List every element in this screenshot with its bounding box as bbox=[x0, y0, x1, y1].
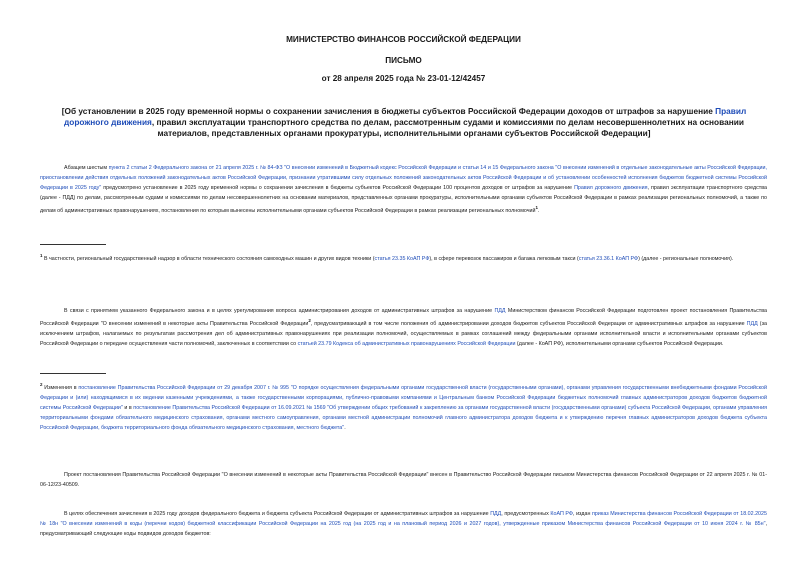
p2-text: (за исключением штрафов, налагаемых по результатам рассмотрения дел об административных правонарушениях при реализации полномочий, осуществляемых в рамках соглашений между федеральными органами исполнительной власти и исполнительными органами субъектов Российской Федерации о передаче осуществления части полномочий, заключенных в соответствии со bbox=[40, 320, 768, 347]
fn1-link-23-36-1[interactable]: статья 23.36.1 КоАП РФ bbox=[578, 255, 639, 262]
fn1-link-23-35[interactable]: статья 23.35 КоАП РФ bbox=[374, 255, 430, 262]
footnote-divider bbox=[40, 244, 106, 245]
subject-text-2: , правил эксплуатации транспортного средства по делам, рассмотренным судами и комиссиями по делам несовершеннолетних на основании материалов, представленных органами прокуратуры, исполнительными органами субъектов Российской Федерации] bbox=[151, 117, 744, 138]
footnote-marker-2: 2 bbox=[40, 382, 43, 387]
p1-text: Абзацем шестым bbox=[64, 165, 109, 171]
p4-link-pdd[interactable]: ПДД bbox=[490, 511, 502, 517]
ministry-heading: МИНИСТЕРСТВО ФИНАНСОВ РОССИЙСКОЙ ФЕДЕРАЦИИ bbox=[286, 35, 521, 44]
p2-text: Министерством финансов Российской Федерации подготовлен проект постановления Правительства Российской Федерации "О внесении изменений в некоторые акты Правительства Российской Федерации bbox=[40, 308, 768, 327]
p4-text: , издан bbox=[573, 511, 593, 517]
fn2-text: . bbox=[344, 424, 346, 431]
footnote-2 bbox=[40, 380, 767, 433]
doc-type-heading: ПИСЬМО bbox=[385, 56, 422, 65]
footnote-ref-2[interactable]: 2 bbox=[308, 318, 311, 323]
footnote-1 bbox=[40, 251, 767, 264]
footnote-divider bbox=[40, 373, 106, 374]
p2-text: В связи с принятием указанного Федерального закона и в целях урегулирования вопроса администрирования доходов от административных штрафов за нарушение bbox=[64, 308, 495, 314]
p1-link-law[interactable]: пункта 2 статьи 2 Федерального закона от 21 апреля 2025 г. № 84-ФЗ "О внесении изменений в Бюджетный кодекс Российской Федерации и статьи 14 и 15 Федерального закона "О внесении изменений в отдельные законодательные акты Российской Федерации, приостановлении действия отдельных положений законодательных актов Российской Федерации, признании утратившими силу отдельных положений законодательных актов Российской Федерации и об установлении особенностей исполнения бюджетов бюджетной системы Российской Федерации в 2025 году" bbox=[40, 165, 767, 191]
fn1-text: В частности, региональный государственный надзор в области технического состояния самоходных машин и других видов техники ( bbox=[42, 255, 375, 262]
p1-text: , правил эксплуатации транспортного средства (далее - ПДД) по делам, рассмотренным судами и комиссиями по делам несовершеннолетних на основании материалов, представленных органами прокуратуры, исполнительными органами субъектов Российской Федерации в рамках реализации региональных полномочий, а также по делам об административных правонарушениях, постановления по которым вынесены исполнительными органами субъектов Российской Федерации в рамках реализации региональных полномочий bbox=[40, 185, 767, 214]
paragraph-3 bbox=[40, 470, 767, 490]
paragraph-1: Абзацем шестым пункта 2 статьи 2 Федерального закона от 21 апреля 2025 г. № 84-ФЗ "О внесении изменений в Бюджетный кодекс Российской Федерации и статьи 14 и 15 Федерального закона "О внесении изменений в отдельные законодательные акты Российской Федерации, приостановлении действия отдельных положений законодательных актов Российской Федерации, признании утратившими силу отдельных положений законодательных актов Российской Федерации и об установлении особенностей исполнения бюджетов бюджетной системы Российской Федерации в 2025 году" предусмотрено установление в 2025 году временной нормы о сохранении зачисления в бюджеты субъектов Российской Федерации 100 процентов доходов от штрафов за нарушение Правил дорожного движения, правил эксплуатации транспортного средства (далее - ПДД) по делам, рассмотренным судами и комиссиями по делам несовершеннолетних на основании материалов, представленных органами прокуратуры, исполнительными органами субъектов Российской Федерации в рамках реализации региональных полномочий, а также по делам об административных правонарушениях, постановления по которым вынесены исполнительными органами субъектов Российской Федерации в рамках реализации региональных полномочий$^1$. bbox=[40, 165, 767, 214]
doc-date-number: от 28 апреля 2025 года № 23-01-12/42457 bbox=[321, 74, 486, 83]
fn2-text: Изменения в bbox=[42, 384, 79, 391]
p4-text: , предусмотренных bbox=[501, 511, 551, 517]
p1-link-pdd[interactable]: Правил дорожного движения bbox=[574, 185, 648, 191]
paragraph-4 bbox=[40, 509, 767, 539]
p2-link-pdd[interactable]: ПДД bbox=[494, 308, 506, 314]
fn2-link-1569[interactable]: постановление Правительства Российской Федерации от 16.09.2021 № 1569 "Об утверждении общих требований к закреплению за органами государственной власти (государственными органами) субъекта Российской Федерации, органами управления территориальными фондами обязательного медицинского страхования, органами местного самоуправления, органами местной администрации полномочий главного администратора доходов бюджета и к утверждению перечня главных администраторов доходов бюджета субъекта Российской Федерации, бюджета территориального фонда обязательного медицинского страхования, местного бюджета" bbox=[40, 404, 768, 431]
subject-text-1: [Об установлении в 2025 году временной нормы о сохранении зачисления в бюджеты субъектов Российской Федерации доходов от штрафов за нарушение bbox=[61, 106, 716, 116]
document-subject bbox=[47, 106, 761, 139]
p2-link-pdd-2[interactable]: ПДД bbox=[746, 320, 758, 327]
p2-link-23-79[interactable]: статьей 23.79 Кодекса об административных правонарушениях Российской Федерации bbox=[297, 340, 516, 347]
p4-link-order-18n[interactable]: приказ Министерства финансов Российской Федерации от 18.02.2025 № 18н "О внесении изменений в коды (перечни кодов) бюджетной классификации Российской Федерации на 2025 год (на 2025 год и на плановый период 2026 и 2027 годов), утвержденные приказом Министерства финансов Российской Федерации от 10 июня 2024 г. № 85н" bbox=[40, 511, 767, 527]
footnote-ref-1[interactable]: 1 bbox=[535, 205, 538, 210]
footnote-marker-1: 1 bbox=[40, 253, 43, 258]
p2-text: , предусматривающий в том числе положения об администрировании доходов бюджетов субъектов Российской Федерации от административных штрафов за нарушение bbox=[310, 320, 747, 327]
p4-link-koap[interactable]: КоАП РФ bbox=[550, 511, 573, 517]
fn2-link-995[interactable]: постановление Правительства Российской Федерации от 29 декабря 2007 г. № 995 "О порядке осуществления федеральными органами государственной власти (государственными органами), органами управления государственными внебюджетными фондами Российской Федерации и (или) находящимися в их ведении казенными учреждениями, а также государственными корпорациями, публично-правовыми компаниями и Центральным банком Российской Федерации бюджетных полномочий главных администраторов доходов бюджетов бюджетной системы Российской Федерации" bbox=[40, 384, 768, 411]
p3-text: Проект постановления Правительства Российской Федерации "О внесении изменений в некоторые акты Правительства Российской Федерации" внесен в Правительство Российской Федерации письмом Министерства финансов Российской Федерации от 22 апреля 2025 г. № 01-06-12/23-40509. bbox=[40, 472, 767, 488]
fn1-text: ) (далее - региональные полномочия). bbox=[638, 255, 734, 262]
p2-text: (далее - КоАП РФ), исполнительными органами субъектов Российской Федерации. bbox=[515, 340, 724, 347]
paragraph-2 bbox=[40, 306, 767, 349]
p4-text: В целях обеспечения зачисления в 2025 году доходов федерального бюджета и бюджета субъекта Российской Федерации от административных штрафов за нарушение bbox=[64, 511, 491, 517]
p1-text: предусмотрено установление в 2025 году временной нормы о сохранении зачисления в бюджеты субъектов Российской Федерации 100 процентов доходов от штрафов за нарушение bbox=[101, 185, 575, 191]
subject-link-pdd[interactable]: Правил дорожного движения bbox=[64, 106, 747, 127]
fn1-text: ), в сфере перевозок пассажиров и багажа легковым такси ( bbox=[429, 255, 579, 262]
fn2-text: и в bbox=[122, 404, 134, 411]
p4-text: , предусматривающий следующие коды подвидов доходов бюджетов: bbox=[40, 521, 767, 537]
